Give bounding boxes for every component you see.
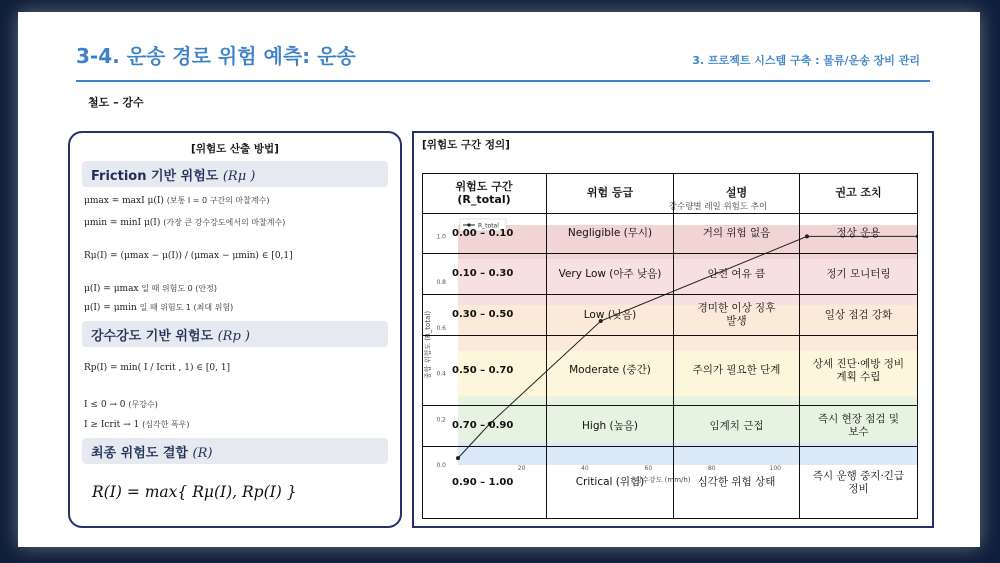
eq-mu-max-risk-formula: μ(I) = μmin (84, 303, 137, 313)
rain-band (82, 321, 388, 347)
table-cell-r1-c1: Very Low (아주 낮음) (547, 254, 674, 295)
eq-mu-min-formula: μmin = minI μ(I) (84, 218, 161, 228)
table-cell-r4-c1: High (높음) (547, 406, 674, 447)
final-heading (91, 442, 212, 461)
table-cell-r2-c0: 0.30 – 0.50 (422, 295, 547, 336)
table-cell-r5-c3: 즉시 운행 중지·긴급 정비 (800, 447, 918, 519)
friction-heading-symbol: (Rμ ) (222, 169, 256, 184)
table-cell-r4-c0: 0.70 – 0.90 (422, 406, 547, 447)
table-cell-r2-c3: 일상 점검 강화 (800, 295, 918, 336)
eq-mu-max-formula: μmax = maxI μ(I) (84, 196, 164, 206)
panel-title: [위험도 산출 방법] (191, 143, 279, 155)
eq-no-rain-note: (무강수) (128, 400, 158, 409)
table-cell-r3-c0: 0.50 – 0.70 (422, 336, 547, 406)
table-cell-r5-c1: Critical (위험) (547, 447, 674, 519)
y-tick-4: 0.8 (436, 279, 446, 287)
table-cell-r4-c2: 임계치 근접 (674, 406, 800, 447)
table-cell-r1-c2: 안전 여유 큼 (674, 254, 800, 295)
x-tick-4: 100 (769, 465, 781, 472)
rain-heading-symbol: (Rp ) (217, 329, 250, 344)
panel-title: [위험도 구간 정의] (422, 139, 510, 151)
eq-r-p: Rp(I) = min( I / Icrit , 1) ∈ [0, 1] (84, 363, 231, 373)
x-tick-0: 20 (517, 465, 526, 472)
eq-heavy-rain-formula: I ≥ Icrit → 1 (84, 420, 140, 430)
final-band (82, 438, 388, 464)
eq-mu-max-risk (84, 302, 233, 313)
friction-band (82, 161, 388, 187)
table-cell-r2-c1: Low (낮음) (547, 295, 674, 336)
y-tick-2: 0.4 (436, 370, 446, 378)
page-title: 3-4. 운송 경로 위험 예측: 운송 (76, 44, 356, 68)
rain-heading-text: 강수강도 기반 위험도 (91, 329, 214, 344)
y-tick-3: 0.6 (436, 324, 446, 332)
eq-mu-stable (84, 283, 217, 294)
eq-heavy-rain-note: (심각한 폭우) (142, 420, 190, 429)
table-header-1: 위험 등급 (547, 173, 674, 214)
table-cell-r3-c2: 주의가 필요한 단계 (674, 336, 800, 406)
table-cell-r4-c3: 즉시 현장 점검 및 보수 (800, 406, 918, 447)
table-header-2: 설명 (674, 173, 800, 214)
eq-mu-max-risk-note: 일 때 위험도 1 (최대 위험) (139, 303, 234, 312)
eq-no-rain-formula: I ≤ 0 → 0 (84, 400, 126, 410)
x-tick-3: 80 (707, 465, 716, 472)
table-cell-r3-c3: 상세 진단·예방 정비 계획 수립 (800, 336, 918, 406)
section-label: 철도 – 강수 (88, 96, 144, 109)
table-cell-r3-c1: Moderate (중간) (547, 336, 674, 406)
final-heading-text: 최종 위험도 결합 (91, 446, 188, 461)
table-cell-r2-c2: 경미한 이상 징후 발생 (674, 295, 800, 336)
eq-mu-max (84, 195, 269, 206)
risk-range-panel (412, 131, 934, 528)
table-cell-r0-c3: 정상 운용 (800, 214, 918, 254)
final-equation: R(I) = max{ Rμ(I), Rp(I) } (92, 483, 297, 501)
y-tick-1: 0.2 (436, 416, 446, 424)
risk-method-panel (68, 131, 402, 528)
eq-mu-min (84, 217, 285, 228)
risk-table-grid (422, 173, 918, 519)
eq-mu-min-note: (가장 큰 강수강도에서의 마찰계수) (163, 218, 286, 227)
eq-mu-stable-formula: μ(I) = μmax (84, 284, 139, 294)
table-cell-r0-c1: Negligible (무시) (547, 214, 674, 254)
risk-table (422, 173, 918, 519)
slide (18, 12, 980, 547)
chart-title: 강수량별 레일 위험도 추이 (668, 202, 768, 212)
eq-mu-max-note: (보통 I = 0 구간의 마찰계수) (166, 196, 270, 205)
table-cell-r5-c0: 0.90 – 1.00 (422, 447, 547, 519)
table-cell-r5-c2: 심각한 위험 상태 (674, 447, 800, 519)
table-header-0: 위험도 구간 (R_total) (422, 173, 547, 214)
y-tick-5: 1.0 (436, 233, 446, 241)
title-divider (76, 80, 930, 82)
table-cell-r1-c3: 정기 모니터링 (800, 254, 918, 295)
table-cell-r0-c0: 0.00 – 0.10 (422, 214, 547, 254)
x-tick-2: 60 (644, 465, 653, 472)
legend-label: R_total (478, 222, 499, 230)
friction-heading-text: Friction 기반 위험도 (91, 169, 219, 184)
y-tick-0: 0.0 (436, 462, 446, 469)
table-cell-r0-c2: 거의 위험 없음 (674, 214, 800, 254)
eq-mu-stable-note: 일 때 위험도 0 (안정) (141, 284, 217, 293)
eq-no-rain (84, 399, 158, 410)
x-tick-1: 40 (581, 465, 589, 472)
eq-heavy-rain (84, 419, 190, 430)
eq-r-mu: Rμ(I) = (μmax − μ(I)) / (μmax − μmin) ∈ [0,1] (84, 251, 293, 261)
friction-heading (91, 165, 255, 184)
final-heading-symbol: (R) (192, 446, 213, 461)
y-axis-label: 종합 위험도 (R_total) (424, 310, 432, 380)
x-axis-label: 강수강도 (mm/h) (635, 476, 691, 484)
table-header-3: 권고 조치 (800, 173, 918, 214)
rain-heading (91, 325, 250, 344)
table-cell-r1-c0: 0.10 – 0.30 (422, 254, 547, 295)
page-subtitle: 3. 프로젝트 시스템 구축 : 물류/운송 장비 관리 (692, 54, 920, 67)
